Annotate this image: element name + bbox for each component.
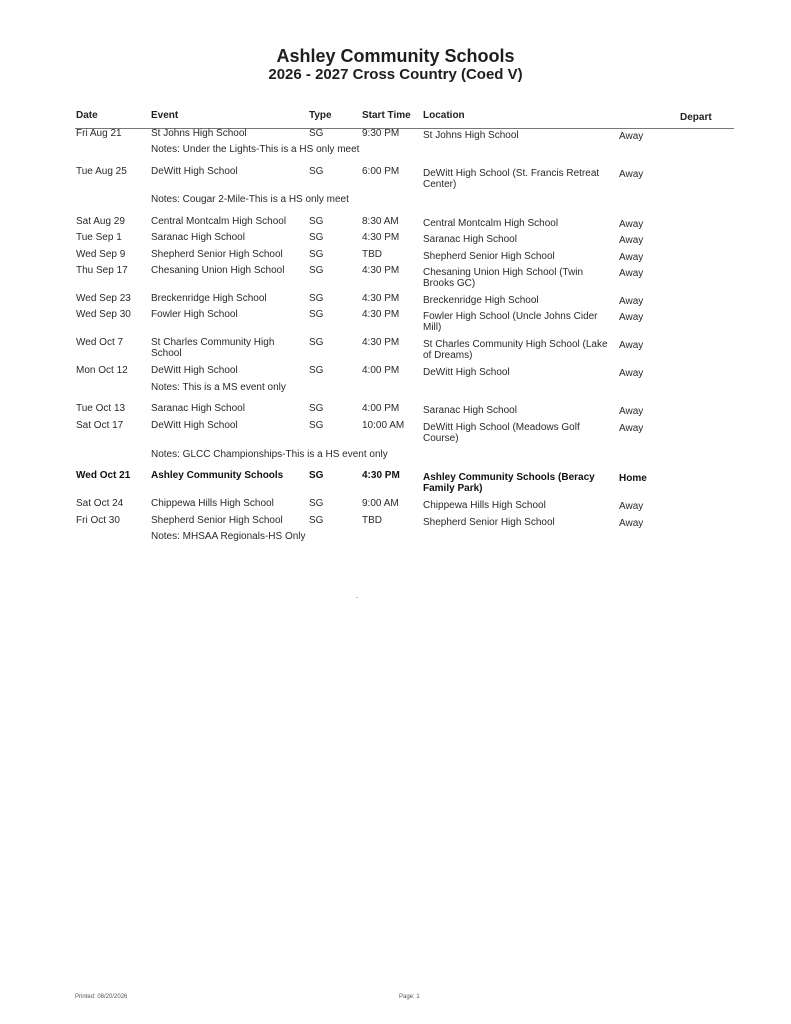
cell-event: Ashley Community Schools — [151, 470, 284, 481]
column-header-location: Location — [423, 110, 465, 121]
cell-date: Wed Sep 9 — [76, 249, 126, 260]
cell-home-away: Away — [619, 268, 644, 279]
column-header-type: Type — [309, 110, 332, 121]
cell-start-time: 9:30 PM — [362, 128, 400, 139]
cell-date: Tue Oct 13 — [76, 403, 126, 414]
cell-start-time: 4:30 PM — [362, 337, 400, 348]
cell-date: Sat Oct 17 — [76, 420, 124, 431]
cell-type: SG — [309, 498, 324, 509]
cell-location: Saranac High School — [423, 234, 517, 245]
cell-event: DeWitt High School — [151, 420, 238, 431]
page-number: Page: 1 — [399, 994, 420, 1000]
cell-start-time: 4:30 PM — [362, 309, 400, 320]
cell-type: SG — [309, 365, 324, 376]
cell-location: DeWitt High School — [423, 367, 510, 378]
printed-date: Printed: 08/20/2026 — [75, 994, 128, 1000]
cell-type: SG — [309, 216, 324, 227]
cell-date: Fri Oct 30 — [76, 515, 120, 526]
cell-event: DeWitt High School — [151, 166, 238, 177]
page-title: Ashley Community Schools — [276, 46, 515, 66]
cell-start-time: TBD — [362, 249, 382, 260]
cell-start-time: 10:00 AM — [362, 420, 405, 431]
cell-date: Wed Sep 23 — [76, 293, 131, 304]
cell-home-away: Away — [619, 296, 644, 307]
cell-start-time: 9:00 AM — [362, 498, 399, 509]
column-header-start-time: Start Time — [362, 110, 411, 121]
column-header-event: Event — [151, 110, 179, 121]
cell-type: SG — [309, 128, 324, 139]
cell-date: Tue Sep 1 — [76, 232, 122, 243]
cell-start-time: 4:30 PM — [362, 232, 400, 243]
cell-home-away: Away — [619, 235, 644, 246]
cell-date: Wed Oct 7 — [76, 337, 124, 348]
cell-date: Wed Oct 21 — [76, 470, 131, 481]
cell-home-away: Away — [619, 312, 644, 323]
cell-event: St Johns High School — [151, 128, 247, 139]
cell-date: Wed Sep 30 — [76, 309, 131, 320]
cell-type: SG — [309, 293, 324, 304]
cell-start-time: 4:30 PM — [362, 293, 400, 304]
cell-event: Saranac High School — [151, 232, 245, 243]
cell-event: Chesaning Union High School — [151, 265, 285, 276]
cell-type: SG — [309, 403, 324, 414]
cell-home-away: Away — [619, 518, 644, 529]
cell-start-time: 4:30 PM — [362, 470, 400, 481]
cell-location: Fowler High School (Uncle Johns Cider Mill) — [423, 311, 598, 333]
row-note: Notes: This is a MS event only — [151, 382, 286, 393]
cell-event: Breckenridge High School — [151, 293, 267, 304]
cell-home-away: Away — [619, 423, 644, 434]
cell-home-away: Away — [619, 406, 644, 417]
cell-event: Shepherd Senior High School — [151, 249, 283, 260]
cell-type: SG — [309, 515, 324, 526]
cell-date: Mon Oct 12 — [76, 365, 128, 376]
cell-location: Chesaning Union High School (Twin Brooks GC) — [423, 267, 584, 289]
cell-location: DeWitt High School (St. Francis Retreat Center) — [423, 168, 600, 190]
cell-date: Thu Sep 17 — [76, 265, 128, 276]
cell-location: Saranac High School — [423, 405, 517, 416]
cell-type: SG — [309, 265, 324, 276]
cell-type: SG — [309, 309, 324, 320]
scan-speck — [356, 597, 358, 598]
cell-event: Central Montcalm High School — [151, 216, 287, 227]
cell-start-time: 4:00 PM — [362, 365, 400, 376]
cell-location: Central Montcalm High School — [423, 218, 559, 229]
cell-date: Tue Aug 25 — [76, 166, 127, 177]
cell-event: St Charles Community High School — [151, 337, 275, 359]
cell-home-away: Home — [619, 473, 647, 484]
cell-home-away: Away — [619, 340, 644, 351]
cell-location: St Johns High School — [423, 130, 519, 141]
cell-location: Breckenridge High School — [423, 295, 539, 306]
column-header-depart: Depart — [680, 112, 712, 123]
cell-event: Saranac High School — [151, 403, 245, 414]
row-note: Notes: GLCC Championships-This is a HS event only — [151, 449, 388, 460]
cell-location: Shepherd Senior High School — [423, 517, 555, 528]
cell-start-time: 6:00 PM — [362, 166, 400, 177]
row-note: Notes: MHSAA Regionals-HS Only — [151, 531, 306, 542]
column-header-date: Date — [76, 110, 98, 121]
row-note: Notes: Cougar 2-Mile-This is a HS only meet — [151, 194, 349, 205]
cell-home-away: Away — [619, 368, 644, 379]
cell-home-away: Away — [619, 131, 644, 142]
cell-type: SG — [309, 420, 324, 431]
cell-date: Fri Aug 21 — [76, 128, 122, 139]
cell-event: Fowler High School — [151, 309, 238, 320]
cell-type: SG — [309, 232, 324, 243]
cell-home-away: Away — [619, 169, 644, 180]
cell-start-time: 4:30 PM — [362, 265, 400, 276]
cell-event: DeWitt High School — [151, 365, 238, 376]
cell-home-away: Away — [619, 219, 644, 230]
cell-event: Shepherd Senior High School — [151, 515, 283, 526]
cell-start-time: 8:30 AM — [362, 216, 399, 227]
row-note: Notes: Under the Lights-This is a HS only meet — [151, 144, 360, 155]
cell-type: SG — [309, 470, 324, 481]
cell-location: Shepherd Senior High School — [423, 251, 555, 262]
cell-type: SG — [309, 337, 324, 348]
cell-location: St Charles Community High School (Lake of Dreams) — [423, 339, 608, 361]
cell-date: Sat Aug 29 — [76, 216, 125, 227]
cell-location: DeWitt High School (Meadows Golf Course) — [423, 422, 580, 444]
cell-type: SG — [309, 166, 324, 177]
cell-start-time: TBD — [362, 515, 382, 526]
cell-event: Chippewa Hills High School — [151, 498, 274, 509]
cell-type: SG — [309, 249, 324, 260]
cell-location: Ashley Community Schools (Beracy Family Park) — [423, 472, 595, 494]
page-subtitle: 2026 - 2027 Cross Country (Coed V) — [268, 66, 523, 83]
cell-date: Sat Oct 24 — [76, 498, 124, 509]
cell-home-away: Away — [619, 252, 644, 263]
cell-location: Chippewa Hills High School — [423, 500, 546, 511]
cell-home-away: Away — [619, 501, 644, 512]
cell-start-time: 4:00 PM — [362, 403, 400, 414]
